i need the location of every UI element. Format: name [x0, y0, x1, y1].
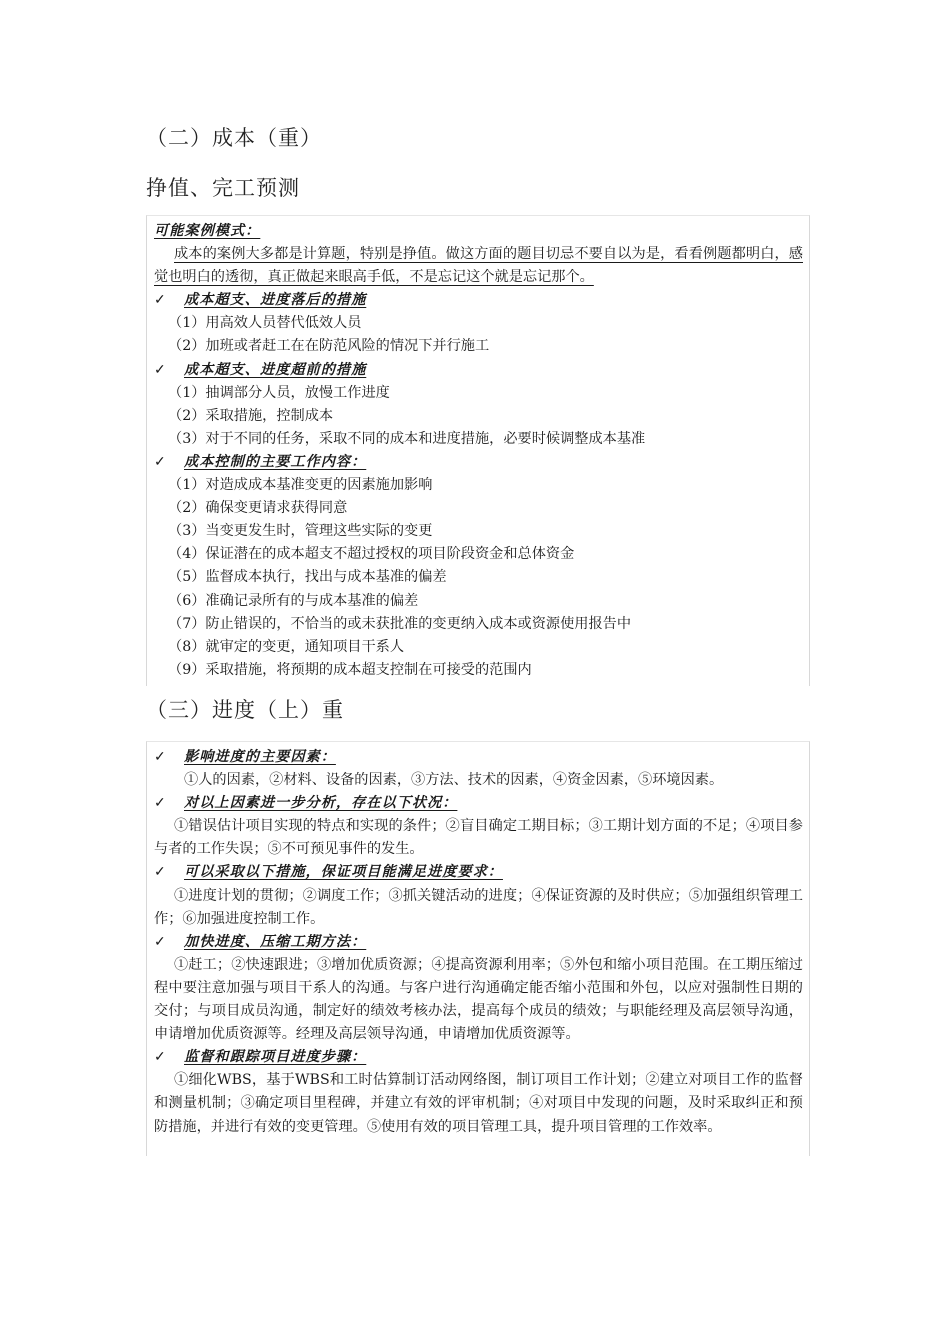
list-item: （9）采取措施，将预期的成本超支控制在可接受的范围内 [168, 661, 532, 678]
section-heading-schedule: （三）进度（上）重 [146, 698, 344, 722]
case-mode-text: 成本的案例大多都是计算题，特别是挣值。做这方面的题目切忌不要自以为是，看看例题都明白，感觉也明白的透彻，真正做起来眼高手低，不是忘记这个就是忘记那个。 [154, 246, 803, 286]
list-item: （8）就审定的变更，通知项目干系人 [168, 638, 405, 655]
section-cost-control: ✓ 成本控制的主要工作内容： [154, 451, 803, 474]
list-item: （1）对造成成本基准变更的因素施加影响 [168, 477, 433, 494]
list-item: （3）当变更发生时，管理这些实际的变更 [168, 523, 433, 540]
check-icon: ✓ [154, 864, 166, 881]
section-overrun-ahead: ✓ 成本超支、进度超前的措施 [154, 359, 803, 382]
list-item: （4）保证潜在的成本超支不超过授权的项目阶段资金和总体资金 [168, 546, 575, 563]
list-item: （2）确保变更请求获得同意 [168, 500, 348, 517]
further-analysis-text: ①错误估计项目实现的特点和实现的条件；②盲目确定工期目标；③工期计划方面的不足；④项目参与者的工作失误；⑤不可预见事件的发生。 [154, 818, 803, 858]
schedule-factors-text: ①人的因素，②材料、设备的因素，③方法、技术的因素，④资金因素，⑤环境因素。 [184, 772, 724, 789]
compress-schedule-text: ①赶工；②快速跟进；③增加优质资源；④提高资源利用率；⑤外包和缩小项目范围。在工期压缩过程中要注意加强与项目干系人的沟通。与客户进行沟通确定能否缩小范围和外包，以应对强制性日期的交付；与项目成员沟通，制定好的绩效考核办法，提高每个成员的绩效；与职能经理及高层领导沟通，申请增加优质资源等。经理及高层领导沟通，申请增加优质资源等。 [154, 956, 803, 1043]
section-heading-cost: （二）成本（重） [146, 126, 322, 150]
measures-text: ①进度计划的贯彻；②调度工作；③抓关键活动的进度；④保证资源的及时供应；⑤加强组织管理工作；⑥加强进度控制工作。 [154, 887, 803, 927]
schedule-content-box [146, 741, 810, 1156]
section-monitor-steps: ✓ 监督和跟踪项目进度步骤： [154, 1046, 803, 1069]
section-further-analysis: ✓ 对以上因素进一步分析，存在以下状况： [154, 792, 803, 815]
subheading-earned-value: 挣值、完工预测 [146, 176, 300, 200]
check-icon: ✓ [154, 361, 166, 378]
list-item: （7）防止错误的，不恰当的或未获批准的变更纳入成本或资源使用报告中 [168, 615, 632, 632]
list-item: （5）监督成本执行，找出与成本基准的偏差 [168, 569, 447, 586]
section-schedule-factors: ✓ 影响进度的主要因素： [154, 746, 803, 769]
list-item: （1）抽调部分人员，放慢工作进度 [168, 384, 390, 401]
check-icon: ✓ [154, 453, 166, 470]
list-item: （2）加班或者赶工在在防范风险的情况下并行施工 [168, 338, 490, 355]
check-icon: ✓ [154, 292, 166, 309]
section-measures: ✓ 可以采取以下措施，保证项目能满足进度要求： [154, 861, 803, 884]
check-icon: ✓ [154, 1049, 166, 1066]
check-icon: ✓ [154, 933, 166, 950]
list-item: （6）准确记录所有的与成本基准的偏差 [168, 592, 419, 609]
check-icon: ✓ [154, 795, 166, 812]
check-icon: ✓ [154, 749, 166, 765]
section-compress-schedule: ✓ 加快进度、压缩工期方法： [154, 931, 803, 954]
list-item: （2）采取措施，控制成本 [168, 407, 334, 424]
monitor-steps-text: ①细化WBS，基于WBS和工时估算制订活动网络图，制订项目工作计划；②建立对项目工作的监督和测量机制；③确定项目里程碑，并建立有效的评审机制；④对项目中发现的问题，及时采取纠正和预防措施，并进行有效的变更管理。⑤使用有效的项目管理工具，提升项目管理的工作效率。 [154, 1072, 803, 1135]
section-overrun-behind: ✓ 成本超支、进度落后的措施 [154, 289, 803, 312]
cost-content-box [146, 215, 810, 686]
list-item: （1）用高效人员替代低效人员 [168, 315, 362, 332]
case-mode-title: 可能案例模式： [154, 223, 261, 239]
list-item: （3）对于不同的任务，采取不同的成本和进度措施，必要时候调整成本基准 [168, 430, 646, 447]
